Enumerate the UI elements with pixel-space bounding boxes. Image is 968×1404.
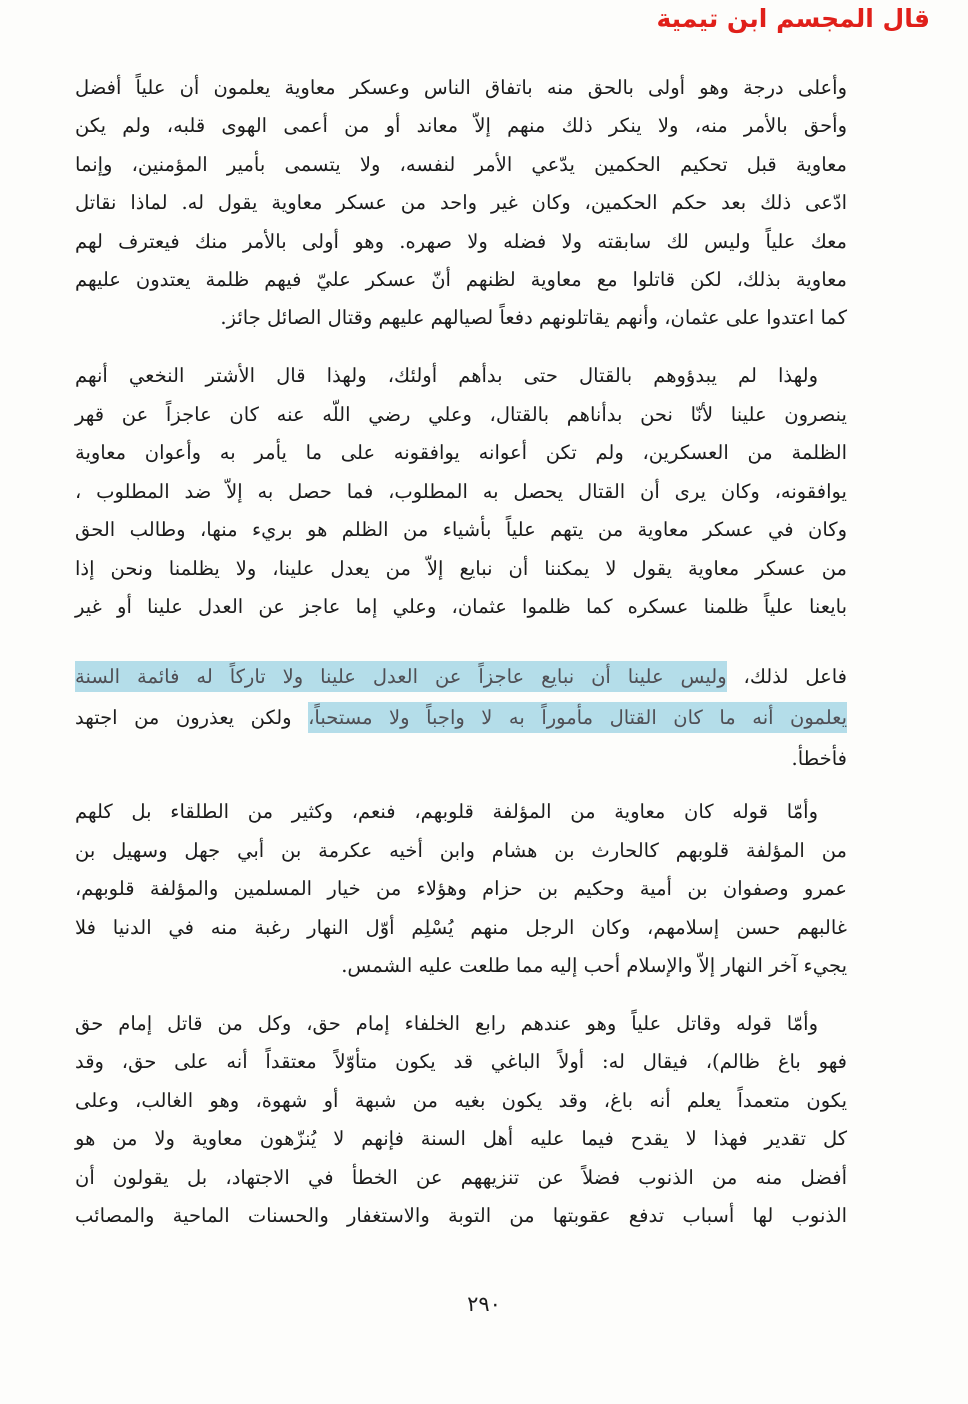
text-line: معاوية قبل تحكيم الحكمين يدّعي الأمر لنفسه، ولا يتسمى بأمير المؤمنين، وإنما: [75, 153, 847, 176]
text-line: الظلمة من العسكرين، ولم تكن أعوانه يوافقونه على ما يأمر به وأعوان معاوية: [75, 441, 847, 464]
text-line: يكون متعمداً يعلم أنه باغ، وقد يكون بغيه من شبهة أو شهوة، وهو الغالب، وعلى: [75, 1089, 847, 1112]
text-line: أفضل منه من الذنوب فضلاً عن تنزيههم عن الخطأ في الاجتهاد، بل يقولون أن: [75, 1166, 847, 1189]
plain-text: فاعل لذلك،: [743, 665, 847, 688]
text-line: وأحق بالأمر منه، ولا ينكر ذلك منهم إلاّ معاند أو من أعمى الهوى قلبه، ولم يكن: [75, 114, 847, 137]
text-line: وأعلى درجة وهو أولى بالحق منه باتفاق الناس وعسكر معاوية يعلمون أن علياً أفضل: [75, 76, 847, 99]
highlighted-line: [75, 699, 847, 737]
text-line: يوافقونه، وكان يرى أن القتال يحصل به المطلوب، فما حصل به إلاّ ضد المطلوب ،: [75, 480, 847, 503]
text-line: كل تقدير فهذا لا يقدح فيما عليه أهل السنة فإنهم لا يُنزّهون معاوية ولا من هو: [75, 1127, 847, 1150]
text-line: فأخطأ.: [791, 747, 847, 770]
text-line: عمرو وصفوان بن أمية وحكيم بن حزام وهؤلاء من خيار المسلمين والمؤلفة قلوبهم،: [75, 877, 847, 900]
text-line: بايعنا علياً ظلمنا عسكره كما ظلموا عثمان، وعلي إما عاجز عن العدل علينا أو غير: [75, 595, 847, 618]
text-line: وأمّا قوله كان معاوية من المؤلفة قلوبهم، فنعم، وكثير من الطلقاء بل كلهم: [75, 800, 818, 823]
text-line: غالبهم حسن إسلامهم، وكان الرجل منهم يُسْلِم أوّل النهار رغبة منه في الدنيا فلا: [75, 916, 847, 939]
highlighted-line: [75, 658, 847, 696]
text-line: من عسكر معاوية يقول لا يمكننا أن نبايع إلاّ من يعدل علينا، ولا يظلمنا ونحن إذا: [75, 557, 847, 580]
page-number: ٢٩٠: [467, 1292, 501, 1316]
highlighted-text: يعلمون أنه ما كان القتال مأموراً به لا واجباً ولا مستحباً،: [308, 702, 847, 733]
text-line: فهو باغ ظالم)، فيقال له: أولاً الباغي قد يكون متأوّلاً معتقداً أنه على حق، وقد: [75, 1050, 847, 1073]
text-line: ولهذا لم يبدؤوهم بالقتال حتى بدأهم أولئك، ولهذا قال الأشتر النخعي أنهم: [75, 364, 818, 387]
text-line: الذنوب لها أسباب تدفع عقوبتها من التوبة والاستغفار والحسنات الماحية والمصائب: [75, 1204, 847, 1227]
text-line: وكان في عسكر معاوية من يتهم علياً بأشياء من الظلم هو بريء منها، وطالب الحق: [75, 518, 847, 541]
text-line: معاوية بذلك، لكن قاتلوا مع معاوية لظنهم أنّ عسكر عليّ فيهم ظلمة يعتدون عليهم: [75, 268, 847, 291]
text-line: ادّعى ذلك بعد حكم الحكمين، وكان غير واحد من عسكر معاوية يقول له. لماذا نقاتل: [75, 191, 847, 214]
text-line: كما اعتدوا على عثمان، وأنهم يقاتلونهم دفعاً لصيالهم عليهم وقتال الصائل جائز.: [220, 306, 847, 329]
text-line: معك علياً وليس لك سابقته ولا فضله ولا صهره. وهو أولى بالأمر منك فيعترف لهم: [75, 230, 847, 253]
highlighted-text: وليس علينا أن نبايع عاجزاً عن العدل علينا ولا تاركاً له فائمة السنة: [75, 661, 727, 692]
text-line: يجيء آخر النهار إلاّ والإسلام أحب إليه مما طلعت عليه الشمس.: [341, 954, 847, 977]
plain-text: ولكن يعذرون من اجتهد: [75, 706, 292, 729]
text-line: وأمّا قوله وقاتل علياً وهو عندهم رابع الخلفاء إمام حق، وكل من قاتل إمام حق: [75, 1012, 818, 1035]
text-line: من المؤلفة قلوبهم كالحارث بن هشام وابن أخيه عكرمة بن أبي جهل وسهيل بن: [75, 839, 847, 862]
text-line: ينصرون علينا لأنّا نحن بدأناهم بالقتال، وعلي رضي اللّه عنه كان عاجزاً عن قهر: [75, 403, 847, 426]
page-title: قال المجسم ابن تيمية: [656, 4, 930, 33]
